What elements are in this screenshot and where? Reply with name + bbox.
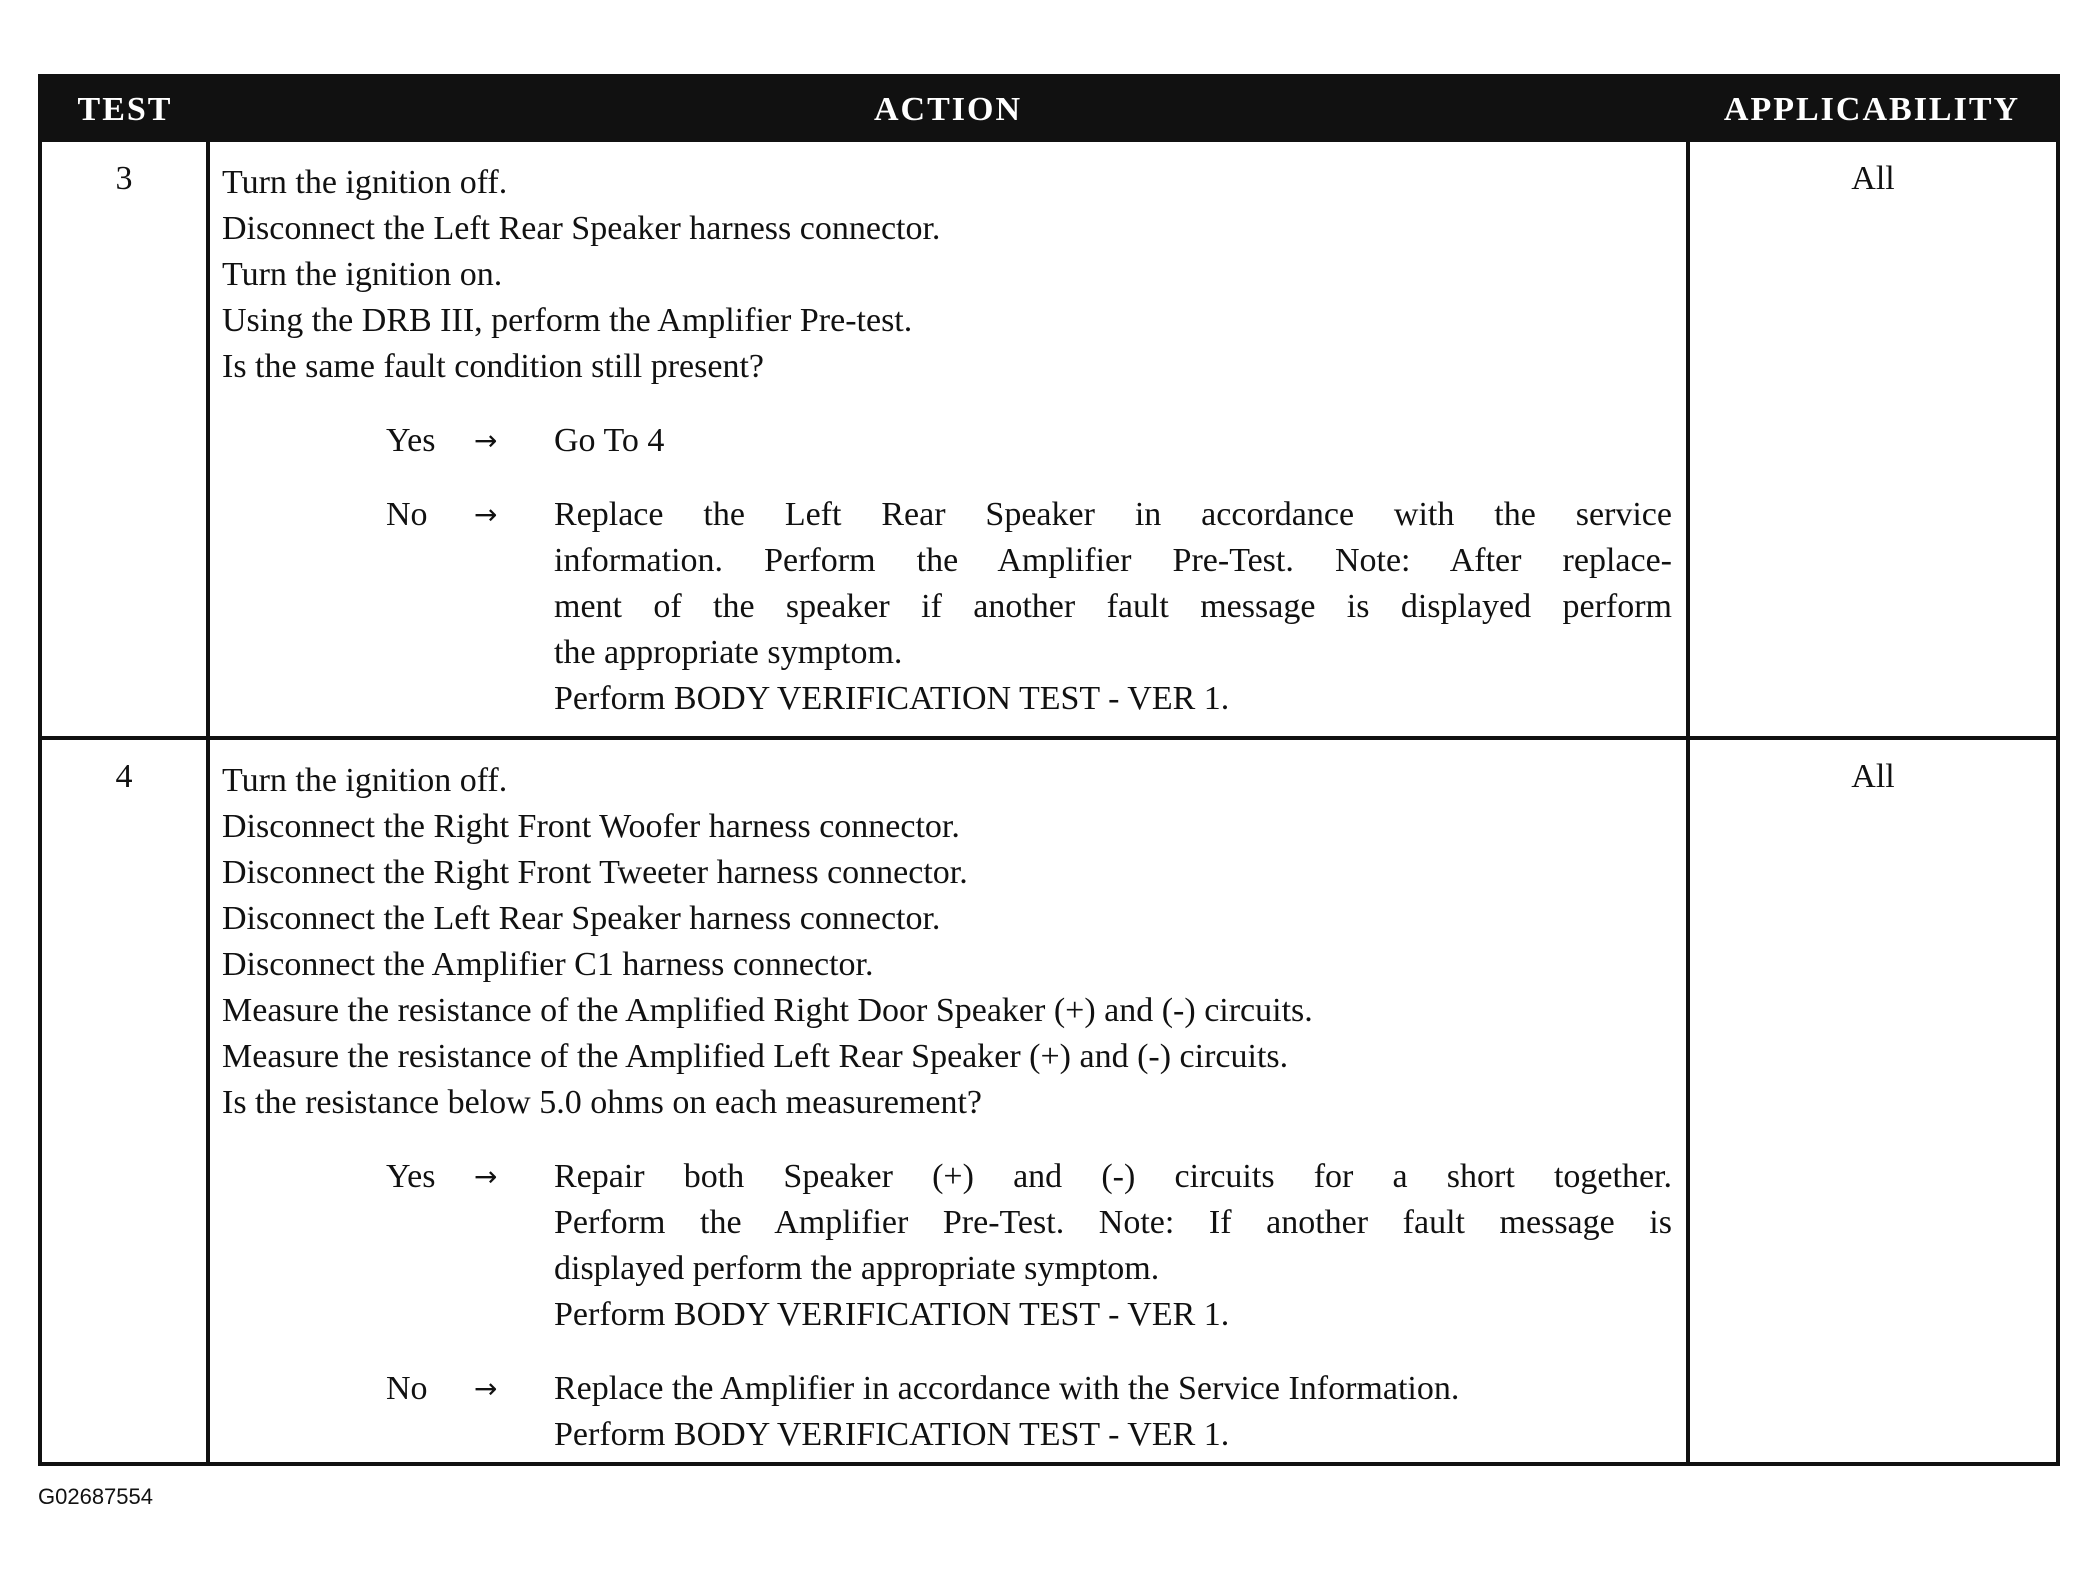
outcome-no xyxy=(222,492,1672,722)
outcome-text xyxy=(554,418,1672,464)
action-step: Using the DRB III, perform the Amplifier Pre-test. xyxy=(222,302,913,339)
outcome-line: displayed perform the appropriate symptom. xyxy=(554,1250,1160,1287)
outcome-line: the appropriate symptom. xyxy=(554,634,903,671)
outcome-line: Repair both Speaker (+) and (-) circuits for a short together. xyxy=(554,1158,1672,1195)
action-step: Turn the ignition on. xyxy=(222,256,503,293)
action-step: Measure the resistance of the Amplified Left Rear Speaker (+) and (-) circuits. xyxy=(222,1038,1289,1075)
action-step: Disconnect the Right Front Tweeter harness connector. xyxy=(222,854,968,891)
action-step: Turn the ignition off. xyxy=(222,762,508,799)
arrow-right-icon: → xyxy=(474,498,498,531)
outcome-line: Replace the Left Rear Speaker in accordance with the service xyxy=(554,496,1672,533)
test-number: 4 xyxy=(115,758,133,795)
outcome-line: Replace the Amplifier in accordance with the Service Information. xyxy=(554,1370,1460,1407)
action-step: Disconnect the Left Rear Speaker harness connector. xyxy=(222,210,941,247)
action-step: Measure the resistance of the Amplified Right Door Speaker (+) and (-) circuits. xyxy=(222,992,1313,1029)
column-header-test: TEST xyxy=(77,91,173,128)
outcome-no xyxy=(222,1366,1672,1458)
outcome-line: Perform the Amplifier Pre-Test. Note: If another fault message is xyxy=(554,1204,1672,1241)
figure-id: G02687554 xyxy=(38,1484,153,1509)
arrow-right-icon: → xyxy=(474,1372,498,1405)
outcome-label: No xyxy=(386,496,428,533)
applicability-value: All xyxy=(1851,160,1895,197)
action-cell xyxy=(222,160,1672,722)
column-header-applicability: APPLICABILITY xyxy=(1723,91,2021,128)
outcome-line: Perform BODY VERIFICATION TEST - VER 1. xyxy=(554,1416,1230,1453)
outcome-line: Go To 4 xyxy=(554,422,665,459)
arrow-right-icon: → xyxy=(474,1160,498,1193)
outcome-line: information. Perform the Amplifier Pre-Test. Note: After replace- xyxy=(554,542,1672,579)
column-header-action: ACTION xyxy=(873,91,1023,128)
action-cell xyxy=(222,758,1672,1458)
outcome-label: No xyxy=(386,1370,428,1407)
outcome-label: Yes xyxy=(386,422,436,459)
action-step: Disconnect the Amplifier C1 harness connector. xyxy=(222,946,874,983)
outcome-label: Yes xyxy=(386,1158,436,1195)
outcome-text xyxy=(554,1154,1672,1338)
outcome-yes xyxy=(222,418,1672,464)
outcome-text xyxy=(554,492,1672,722)
action-step: Is the same fault condition still present? xyxy=(222,348,764,385)
applicability-value: All xyxy=(1851,758,1895,795)
arrow-right-icon: → xyxy=(474,424,498,457)
outcome-yes xyxy=(222,1154,1672,1338)
table-header-row xyxy=(42,78,2056,142)
action-step: Disconnect the Right Front Woofer harness connector. xyxy=(222,808,960,845)
action-step: Turn the ignition off. xyxy=(222,164,508,201)
action-step: Is the resistance below 5.0 ohms on each measurement? xyxy=(222,1084,983,1121)
outcome-line: Perform BODY VERIFICATION TEST - VER 1. xyxy=(554,1296,1230,1333)
action-step: Disconnect the Left Rear Speaker harness connector. xyxy=(222,900,941,937)
table-row-test-3 xyxy=(42,142,2056,740)
outcome-line: Perform BODY VERIFICATION TEST - VER 1. xyxy=(554,680,1230,717)
table-row-test-4 xyxy=(42,740,2056,1462)
diagnostic-test-table xyxy=(38,74,2060,1466)
outcome-line: ment of the speaker if another fault message is displayed perform xyxy=(554,588,1672,625)
outcome-text xyxy=(554,1366,1672,1458)
test-number: 3 xyxy=(115,160,133,197)
